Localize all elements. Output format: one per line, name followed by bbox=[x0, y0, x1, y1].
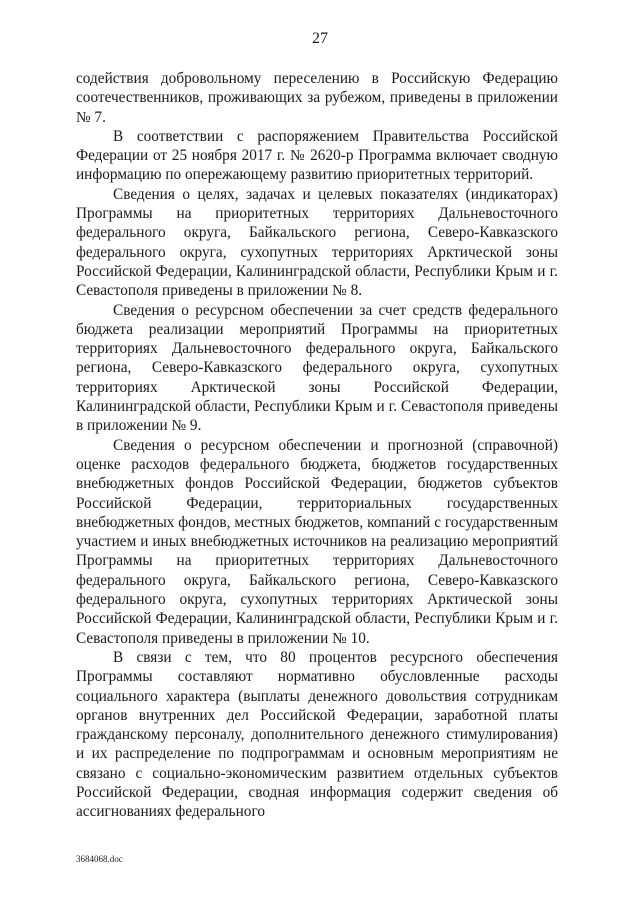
paragraph-resource-estimate-appendix-10: Сведения о ресурсном обеспечении и прогнозной (справочной) оценке расходов федерального бюджета, бюджетов государственных внебюджетных фондов Российской Федерации, бюджетов субъектов Российской Федерации, территориальных государственных внебюджетных фондов, местных бюджетов, компаний с государственным участием и иных внебюджетных источников на реализацию мероприятий Программы на приоритетных территориях Дальневосточного федерального округа, Байкальского региона, Северо-Кавказского федерального округа, сухопутных территориях Арктической зоны Российской Федерации, Калининградской области, Республики Крым и г. Севастополя приведены в приложении № 10. bbox=[76, 436, 558, 647]
paragraph-social-expenses: В связи с тем, что 80 процентов ресурсного обеспечения Программы составляют нормативно обусловленные расходы социального характера (выплаты денежного довольствия сотрудникам органов внутренних дел Российской Федерации, заработной платы гражданскому персоналу, дополнительного денежного стимулирования) и их распределение по подпрограммам и основным мероприятиям не связано с социально-экономическим развитием отдельных субъектов Российской Федерации, сводная информация содержит сведения об ассигнованиях федерального bbox=[76, 648, 558, 821]
document-body bbox=[76, 69, 558, 822]
page-number: 27 bbox=[312, 30, 328, 47]
paragraph-goals-appendix-8: Сведения о целях, задачах и целевых показателях (индикаторах) Программы на приоритетных территориях Дальневосточного федерального округа, Байкальского региона, Северо-Кавказского федерального округа, сухопутных территориях Арктической зоны Российской Федерации, Калининградской области, Республики Крым и г. Севастополя приведены в приложении № 8. bbox=[76, 185, 558, 300]
paragraph-continuation: содействия добровольному переселению в Российскую Федерацию соотечественников, проживающих за рубежом, приведены в приложении № 7. bbox=[76, 70, 558, 126]
paragraph-federal-budget-appendix-9: Сведения о ресурсном обеспечении за счет средств федерального бюджета реализации мероприятий Программы на приоритетных территориях Дальневосточного федерального округа, Байкальского региона, Северо-Кавказского федерального округа, сухопутных территориях Арктической зоны Российской Федерации, Калининградской области, Республики Крым и г. Севастополя приведены в приложении № 9. bbox=[76, 301, 558, 435]
document-filename: 3684068.doc bbox=[76, 854, 123, 864]
paragraph-program-territories: В соответствии с распоряжением Правительства Российской Федерации от 25 ноября 2017 г. № 2620-р Программа включает сводную информацию по опережающему развитию приоритетных территорий. bbox=[76, 127, 558, 184]
